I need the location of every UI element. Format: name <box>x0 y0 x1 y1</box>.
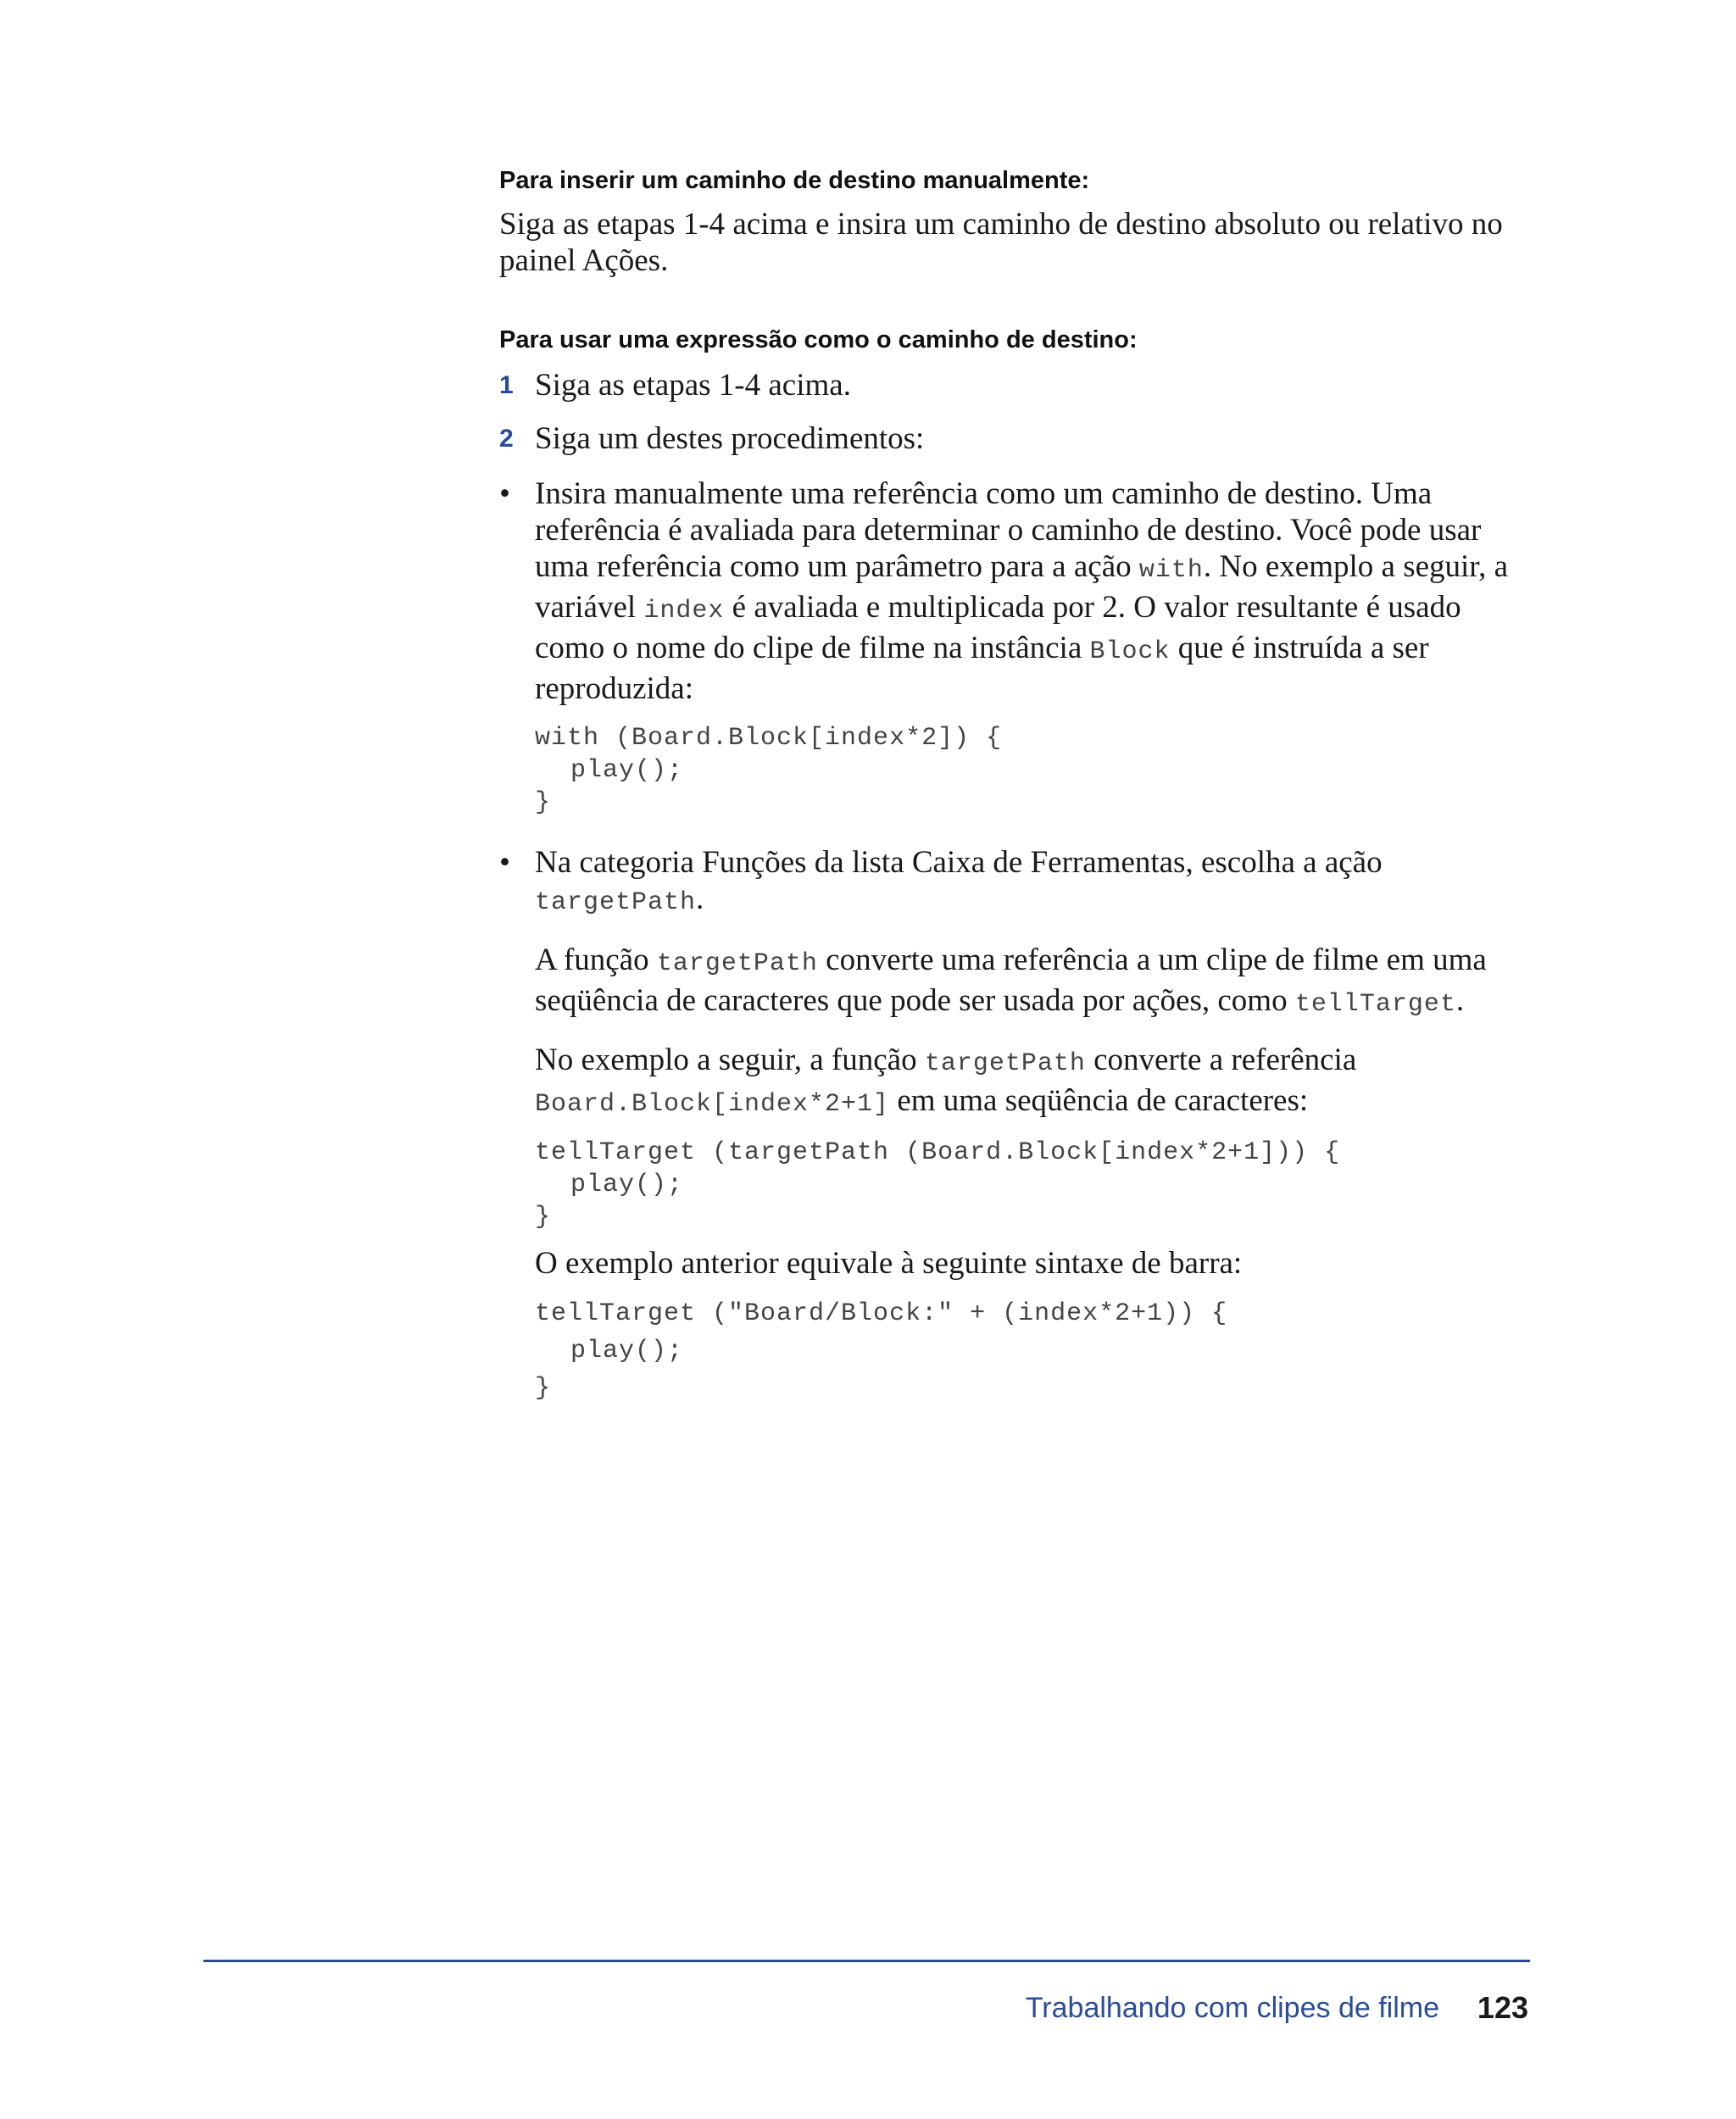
bullet-manual-reference <box>499 476 1533 819</box>
bullet-icon: • <box>499 845 510 880</box>
code-line: play(); <box>570 1337 684 1365</box>
text-run: . <box>1455 983 1465 1018</box>
inline-code: Board.Block[index*2+1] <box>535 1090 890 1119</box>
step-text: Siga um destes procedimentos: <box>535 421 925 456</box>
inline-code: targetPath <box>535 888 697 917</box>
step-1 <box>499 367 1533 403</box>
text-run: é avaliada e multiplicada por 2. O valor resultante é usado como o nome do clipe de filme na instância <box>535 590 1461 665</box>
text-run: converte uma referência a um clipe de filme em uma seqüência de caracteres que pode ser usada por ações, como <box>535 943 1487 1018</box>
step-text: Siga as etapas 1-4 acima. <box>535 368 851 403</box>
code-line: } <box>535 1203 552 1232</box>
code-example-telltarget-targetpath <box>535 1137 1533 1233</box>
code-line: play(); <box>570 756 684 785</box>
procedure-heading-manual-path: Para inserir um caminho de destino manualmente: <box>499 167 1090 194</box>
step-number: 1 <box>499 371 514 399</box>
bullet-icon: • <box>499 476 510 511</box>
code-example-with <box>535 722 1533 819</box>
text-run: . No exemplo a seguir, a variável <box>535 549 1509 625</box>
bullet-paragraph <box>535 476 1533 707</box>
code-line: } <box>535 788 552 817</box>
text-run: que é instruída a ser reproduzida: <box>535 631 1429 706</box>
bullet-paragraph <box>535 844 1533 921</box>
text-run: converte a referência <box>1085 1043 1357 1077</box>
step-2 <box>499 420 1533 457</box>
inline-code: Block <box>1089 637 1171 666</box>
targetpath-example-intro <box>535 1042 1533 1123</box>
bullet-targetpath <box>499 844 1533 1407</box>
inline-code: with <box>1138 556 1204 585</box>
targetpath-description <box>535 942 1533 1023</box>
slash-syntax-intro: O exemplo anterior equivale à seguinte sintaxe de barra: <box>535 1246 1243 1281</box>
text-run: . <box>696 882 704 916</box>
text-run: Na categoria Funções da lista Caixa de Ferramentas, escolha a ação <box>535 845 1383 880</box>
code-example-slash-syntax <box>535 1295 1533 1407</box>
footer-page-number: 123 <box>1477 1990 1528 2025</box>
page-content <box>499 165 1533 1407</box>
inline-code: index <box>643 597 725 626</box>
inline-code: tellTarget <box>1294 990 1456 1019</box>
text-run: em uma seqüência de caracteres: <box>889 1083 1309 1118</box>
text-run: Insira manualmente uma referência como um caminho de destino. Uma referência é avaliada para determinar o caminho de destino. Você pode usar uma referência como um parâmetro para a ação <box>535 476 1482 584</box>
manual-path-paragraph: Siga as etapas 1-4 acima e insira um caminho de destino absoluto ou relativo no painel Ações. <box>499 207 1503 278</box>
step-number: 2 <box>499 425 514 453</box>
code-line: with (Board.Block[index*2]) { <box>535 724 1003 753</box>
procedure-heading-expression-path: Para usar uma expressão como o caminho de destino: <box>499 326 1138 353</box>
text-run: A função <box>535 943 657 977</box>
footer-divider <box>203 1960 1530 1962</box>
inline-code: targetPath <box>924 1049 1086 1078</box>
code-line: play(); <box>570 1171 684 1199</box>
inline-code: targetPath <box>656 949 818 978</box>
code-line: } <box>535 1374 552 1403</box>
footer-chapter-title: Trabalhando com clipes de filme <box>1025 1992 1439 2024</box>
code-line: tellTarget ("Board/Block:" + (index*2+1)) { <box>535 1299 1228 1328</box>
text-run: No exemplo a seguir, a função <box>535 1043 925 1077</box>
code-line: tellTarget (targetPath (Board.Block[index*2+1])) { <box>535 1138 1341 1167</box>
